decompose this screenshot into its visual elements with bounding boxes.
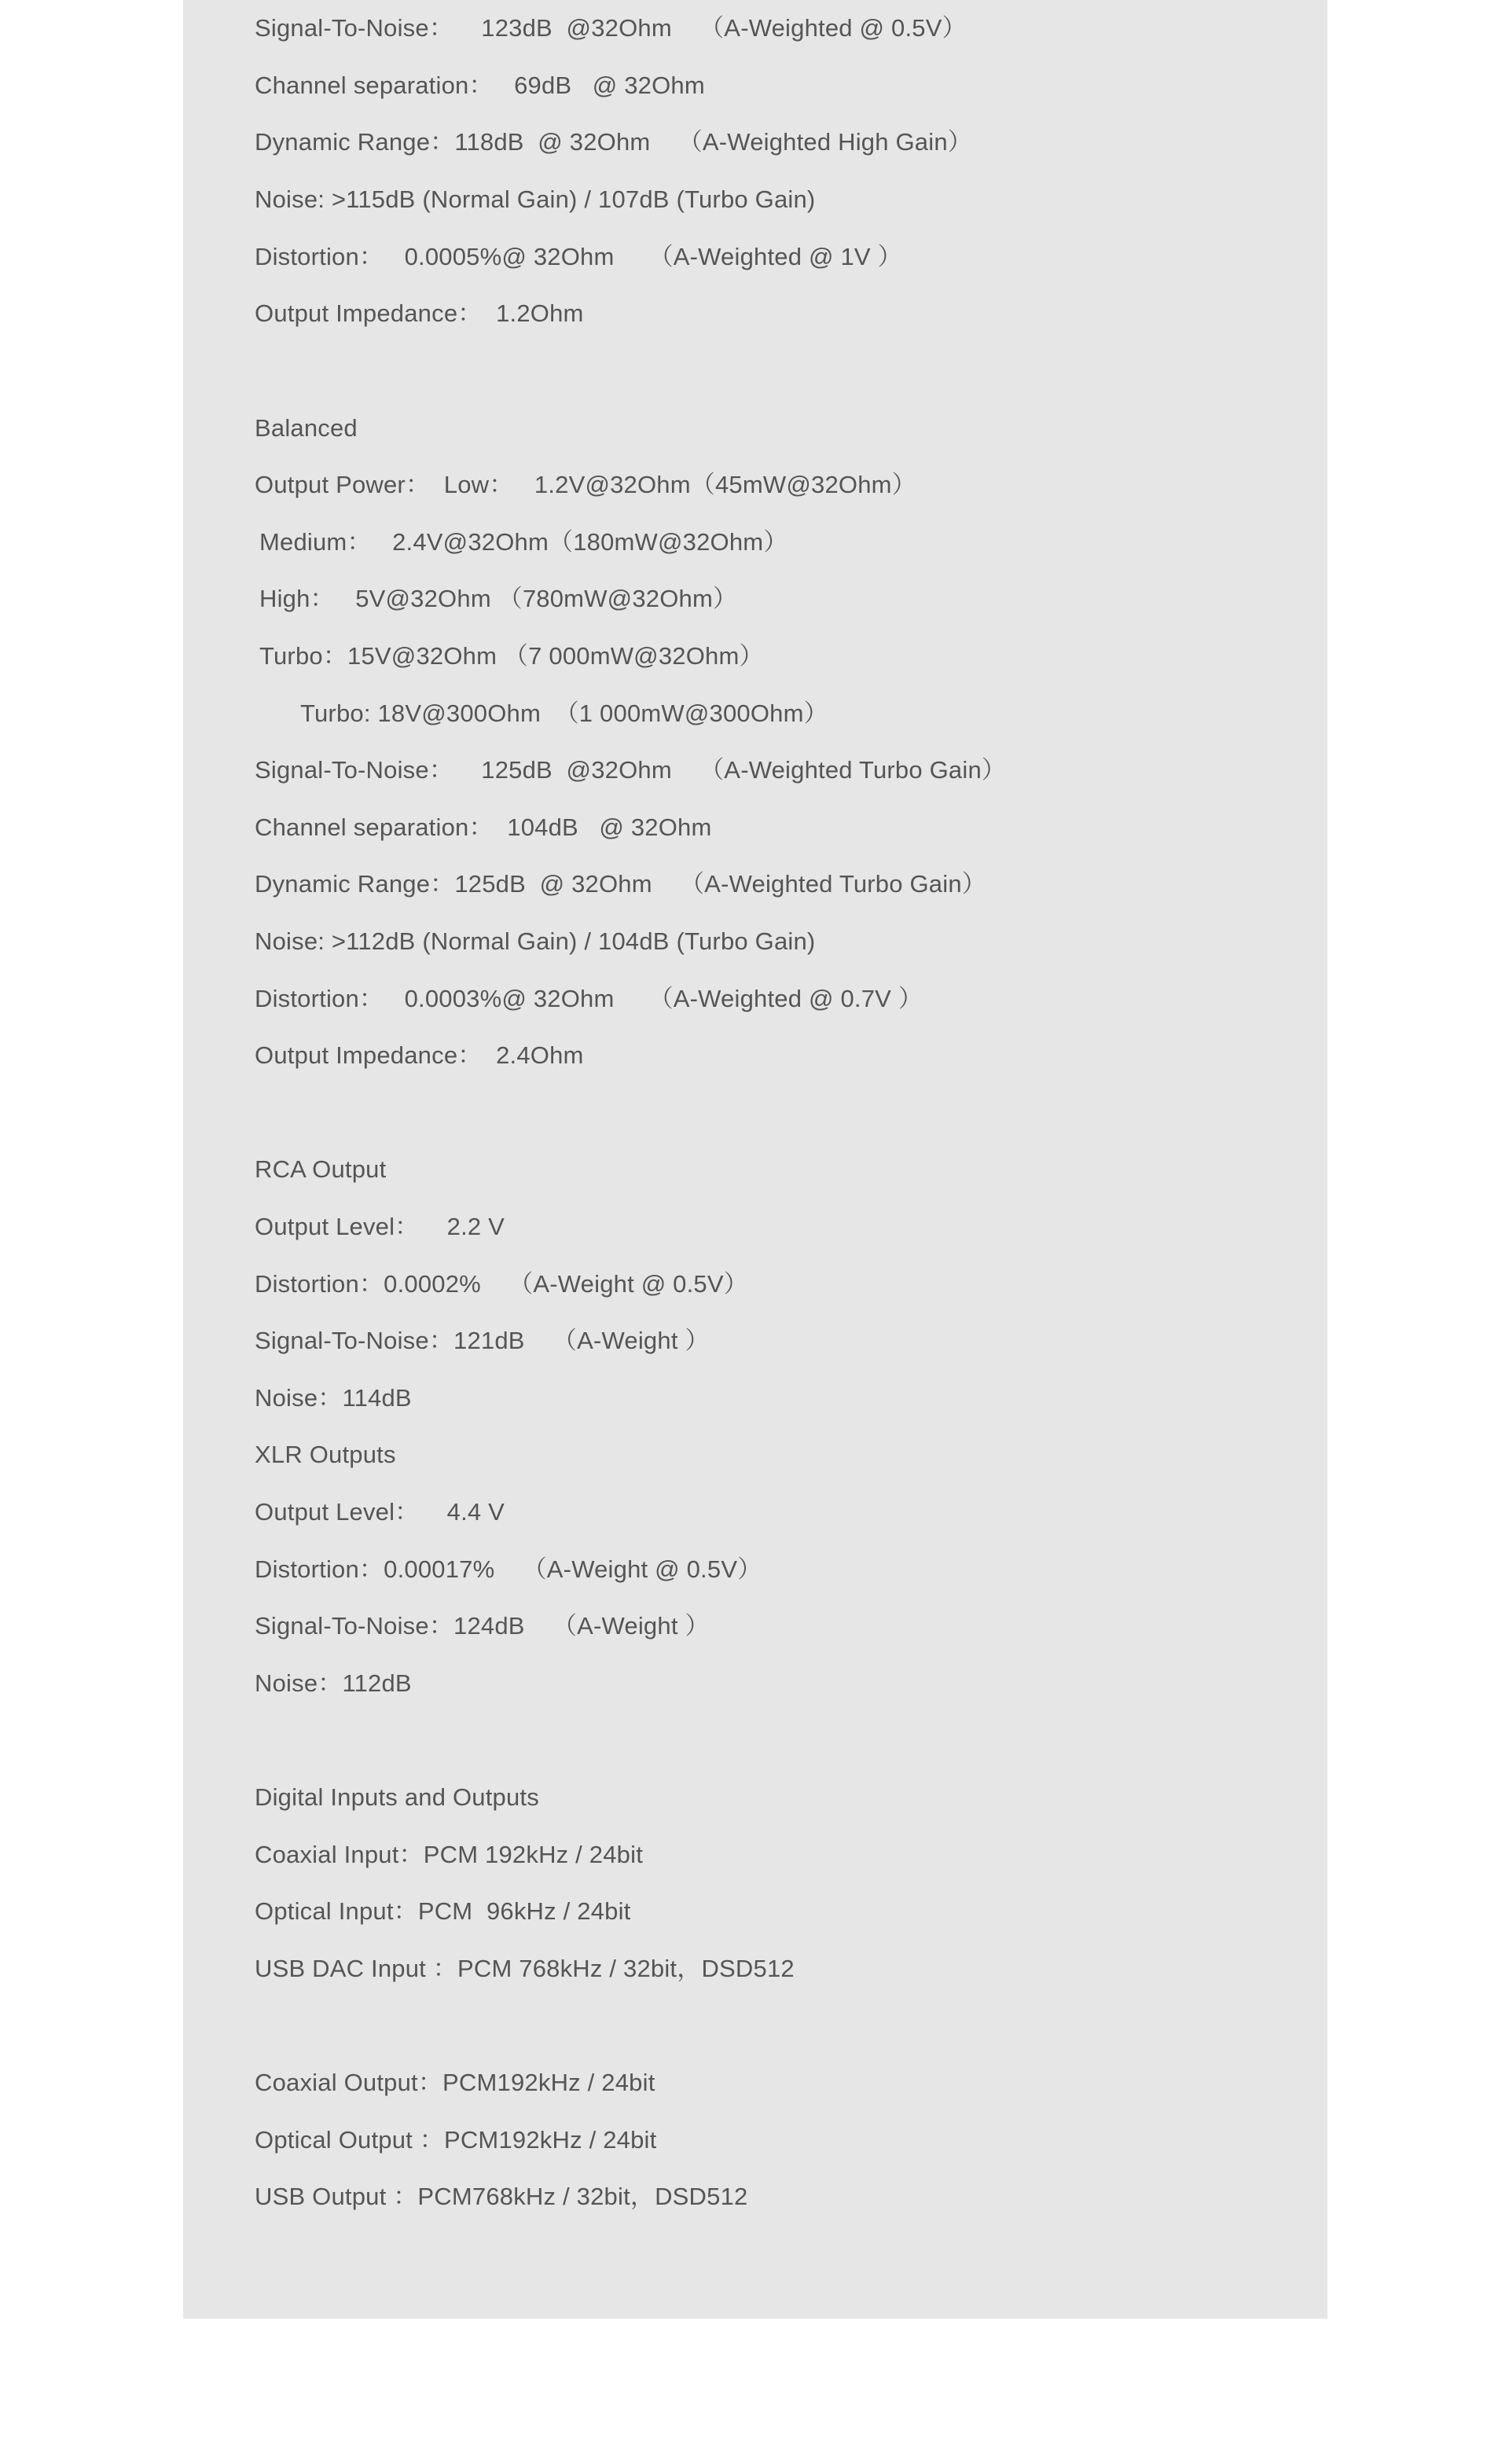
xlr-heading: XLR Outputs bbox=[255, 1441, 396, 1468]
balanced-snr: Signal-To-Noise： 125dB @32Ohm （A-Weighted Turbo Gain） bbox=[255, 756, 1007, 784]
balanced-output-impedance: Output Impedance： 2.4Ohm bbox=[255, 1041, 584, 1069]
xlr-distortion: Distortion：0.00017% （A-Weight @ 0.5V） bbox=[255, 1555, 762, 1583]
xlr-snr: Signal-To-Noise：124dB （A-Weight ） bbox=[255, 1612, 710, 1640]
digital-usb-output: USB Output ：PCM768kHz / 32bit，DSD512 bbox=[255, 2183, 748, 2210]
rca-snr: Signal-To-Noise：121dB （A-Weight ） bbox=[255, 1327, 710, 1354]
unbalanced-noise: Noise: >115dB (Normal Gain) / 107dB (Turbo Gain) bbox=[255, 185, 816, 213]
balanced-output-power-low: Output Power： Low： 1.2V@32Ohm（45mW@32Ohm） bbox=[255, 471, 916, 498]
digital-optical-output: Optical Output ：PCM192kHz / 24bit bbox=[255, 2126, 657, 2154]
balanced-output-power-medium: Medium： 2.4V@32Ohm（180mW@32Ohm） bbox=[259, 528, 788, 556]
rca-heading: RCA Output bbox=[255, 1155, 387, 1183]
balanced-output-power-turbo-300: Turbo: 18V@300Ohm （1 000mW@300Ohm） bbox=[300, 700, 828, 727]
unbalanced-snr: Signal-To-Noise： 123dB @32Ohm （A-Weighted @ 0.5V） bbox=[255, 14, 967, 42]
balanced-heading: Balanced bbox=[255, 414, 358, 442]
digital-coaxial-input: Coaxial Input：PCM 192kHz / 24bit bbox=[255, 1841, 644, 1868]
balanced-distortion: Distortion： 0.0003%@ 32Ohm （A-Weighted @ 0.7V ） bbox=[255, 985, 923, 1012]
balanced-channel-separation: Channel separation： 104dB @ 32Ohm bbox=[255, 813, 712, 841]
balanced-noise: Noise: >112dB (Normal Gain) / 104dB (Turbo Gain) bbox=[255, 927, 816, 955]
balanced-output-power-high: High： 5V@32Ohm （780mW@32Ohm） bbox=[259, 585, 738, 612]
digital-heading: Digital Inputs and Outputs bbox=[255, 1783, 539, 1811]
balanced-dynamic-range: Dynamic Range：125dB @ 32Ohm （A-Weighted Turbo Gain） bbox=[255, 870, 986, 898]
digital-coaxial-output: Coaxial Output：PCM192kHz / 24bit bbox=[255, 2069, 655, 2096]
balanced-output-power-turbo: Turbo：15V@32Ohm （7 000mW@32Ohm） bbox=[259, 642, 764, 670]
rca-output-level: Output Level： 2.2 V bbox=[255, 1213, 505, 1240]
unbalanced-output-impedance: Output Impedance： 1.2Ohm bbox=[255, 299, 584, 327]
xlr-output-level: Output Level： 4.4 V bbox=[255, 1498, 505, 1526]
digital-optical-input: Optical Input：PCM 96kHz / 24bit bbox=[255, 1897, 631, 1925]
unbalanced-channel-separation: Channel separation： 69dB @ 32Ohm bbox=[255, 72, 705, 99]
xlr-noise: Noise：112dB bbox=[255, 1669, 412, 1697]
digital-usb-dac-input: USB DAC Input ：PCM 768kHz / 32bit，DSD512 bbox=[255, 1955, 795, 1982]
unbalanced-distortion: Distortion： 0.0005%@ 32Ohm （A-Weighted @ 1V ） bbox=[255, 243, 902, 270]
rca-noise: Noise：114dB bbox=[255, 1384, 412, 1412]
rca-distortion: Distortion：0.0002% （A-Weight @ 0.5V） bbox=[255, 1270, 748, 1298]
unbalanced-dynamic-range: Dynamic Range：118dB @ 32Ohm （A-Weighted High Gain） bbox=[255, 128, 972, 156]
